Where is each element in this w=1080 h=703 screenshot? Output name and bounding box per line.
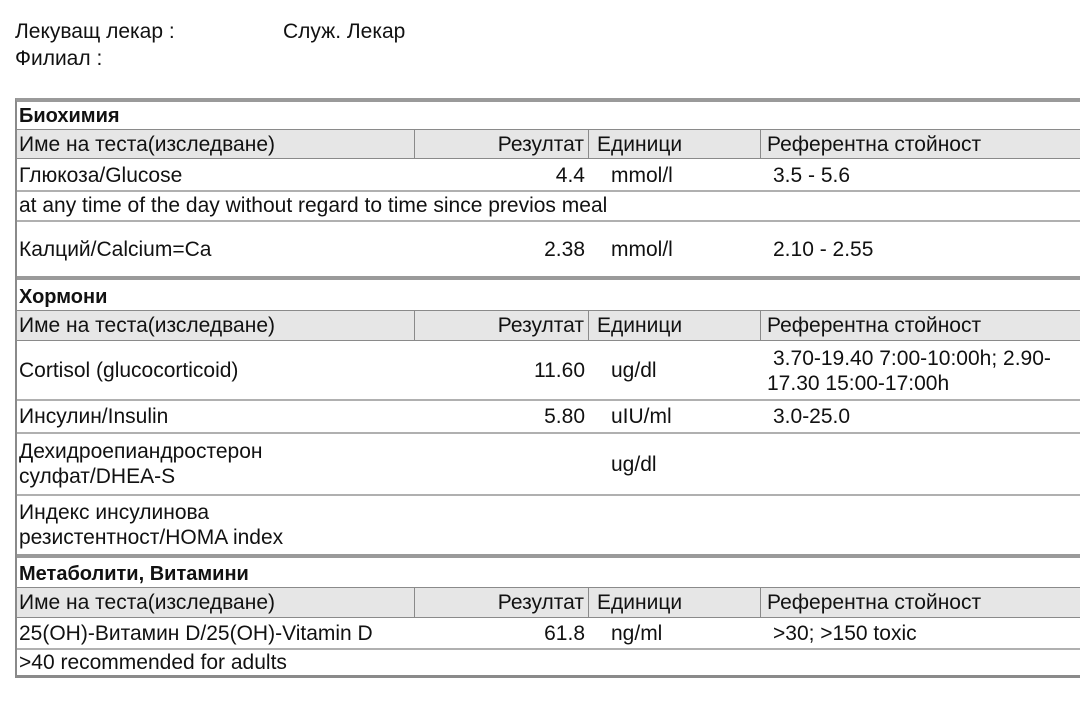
test-units: mmol/l [611, 237, 673, 261]
test-reference: 3.70-19.40 7:00-10:00h; 2.90-17.30 15:00-17:00h [767, 346, 1051, 395]
test-units: ug/dl [611, 359, 657, 382]
test-name: Индекс инсулинова резистентност/HOMA index [19, 501, 284, 549]
test-name: Cortisol (glucocorticoid) [19, 359, 239, 382]
table-row [17, 401, 1080, 432]
test-reference: 3.0-25.0 [773, 405, 851, 428]
table-row [17, 434, 1080, 494]
test-units: ng/ml [611, 622, 663, 645]
test-units [591, 496, 761, 554]
col-result-header: Резултат [415, 588, 589, 617]
test-result: 61.8 [544, 622, 585, 645]
test-name: Дехидроепиандростерон сулфат/DHEA-S [19, 440, 263, 488]
col-units-header: Единици [591, 130, 761, 158]
col-reference-header: Референтна стойност [767, 591, 982, 614]
note-row [17, 650, 1080, 676]
test-name: Глюкоза/Glucose [19, 163, 183, 187]
test-result [415, 496, 589, 554]
column-header-row [17, 587, 1080, 618]
test-units: mmol/l [611, 163, 673, 187]
test-result: 11.60 [534, 359, 585, 382]
test-name: Инсулин/Insulin [19, 405, 169, 428]
section-divider [17, 276, 1080, 280]
col-units-header: Единици [591, 588, 761, 617]
test-reference: 2.10 - 2.55 [773, 237, 874, 261]
section-title-biochemistry: Биохимия [19, 105, 120, 127]
table-row [17, 342, 1080, 399]
test-name: 25(OH)-Витамин D/25(OH)-Vitamin D [19, 622, 373, 645]
test-reference [765, 496, 1080, 554]
section-title-metabolites-vitamins: Метаболити, Витамини [19, 563, 249, 585]
test-result: 4.4 [555, 163, 585, 187]
table-row [17, 222, 1080, 276]
column-header-row [17, 129, 1080, 159]
test-result: 5.80 [544, 405, 585, 428]
test-units: ug/dl [611, 452, 657, 476]
section-title-hormones: Хормони [19, 286, 108, 308]
test-note: at any time of the day without regard to time since previos meal [19, 194, 608, 217]
branch-label: Филиал : [15, 47, 103, 70]
doctor-value: Служ. Лекар [283, 20, 406, 43]
col-name-header: Име на теста(изследване) [19, 311, 415, 340]
col-reference-header: Референтна стойност [767, 132, 982, 156]
test-result [415, 434, 589, 494]
table-row [17, 496, 1080, 554]
col-result-header: Резултат [415, 130, 589, 158]
col-result-header: Резултат [415, 311, 589, 340]
test-result: 2.38 [544, 237, 585, 261]
test-note: >40 recommended for adults [19, 651, 287, 674]
test-reference: 3.5 - 5.6 [773, 163, 851, 187]
test-reference [765, 434, 1080, 494]
test-units: uIU/ml [611, 405, 672, 428]
column-header-row [17, 310, 1080, 341]
col-name-header: Име на теста(изследване) [19, 130, 415, 158]
note-row [17, 192, 1080, 220]
table-row [17, 160, 1080, 190]
section-divider [17, 554, 1080, 558]
test-name: Калций/Calcium=Ca [19, 237, 212, 261]
test-reference: >30; >150 toxic [773, 622, 917, 645]
col-name-header: Име на теста(изследване) [19, 588, 415, 617]
doctor-label: Лекуващ лекар : [15, 20, 175, 43]
table-row [17, 619, 1080, 648]
col-reference-header: Референтна стойност [767, 314, 982, 337]
col-units-header: Единици [591, 311, 761, 340]
